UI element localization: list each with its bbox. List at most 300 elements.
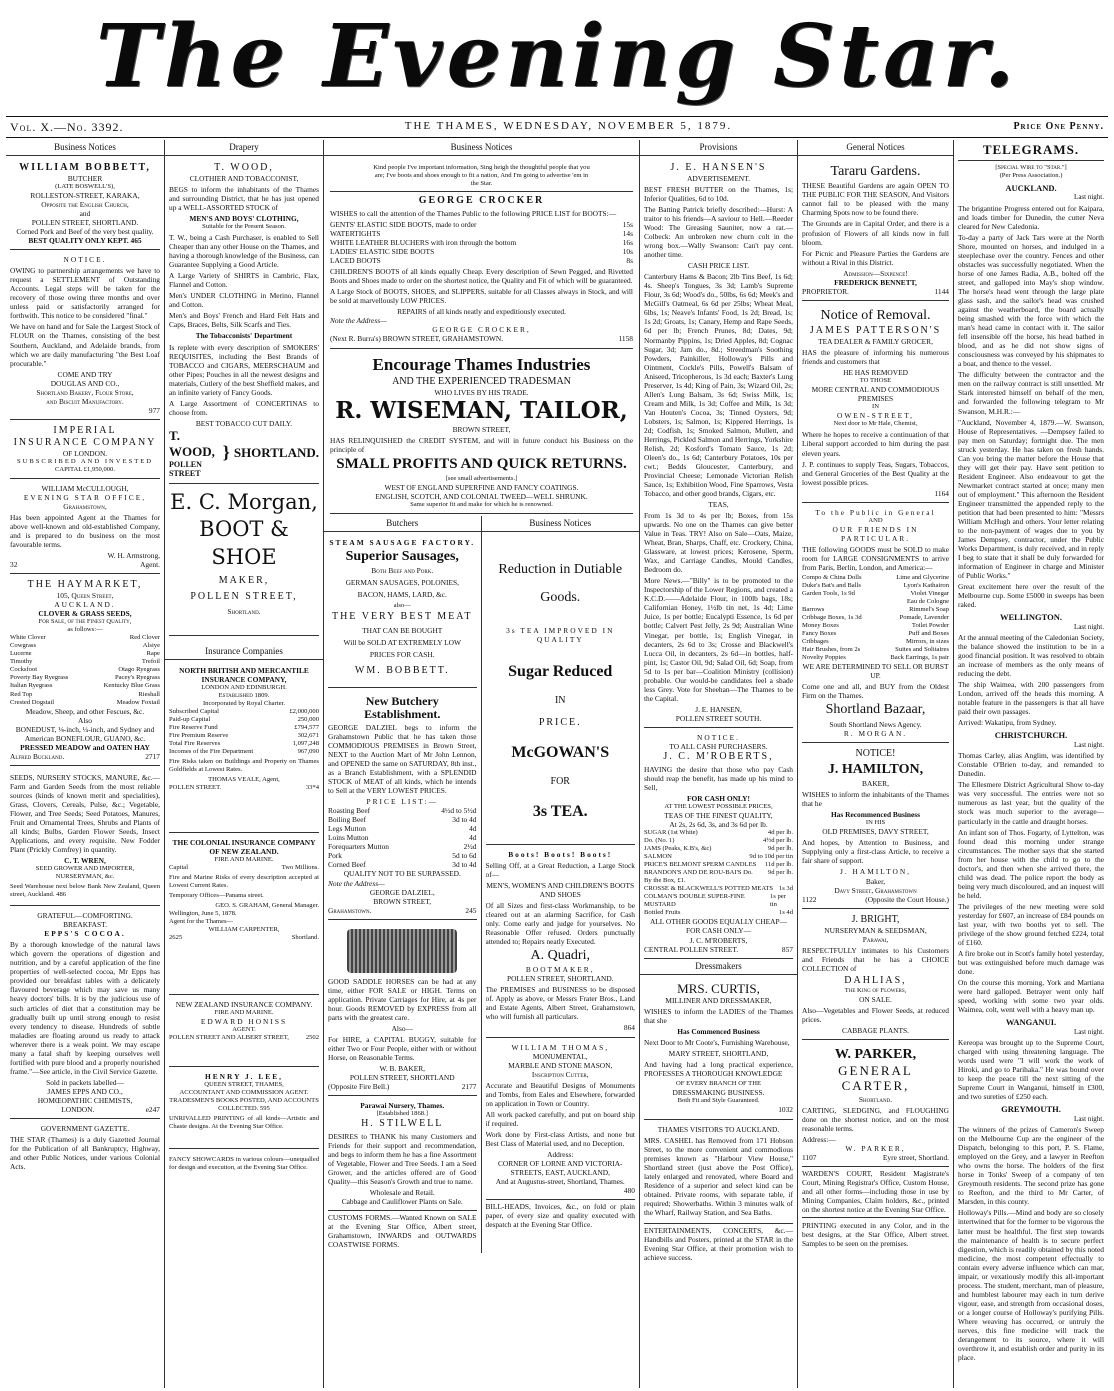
ad-wardens: WARDEN'S COURT, Resident Magistrate's Court, Mining Registrar's Office, Custom House, and all other forms—including those in use by Mining Companies, Claim holders, &c., printed on the shortest notice at the Evening Star Office. — [802, 1169, 949, 1215]
ad-line: (LATE BOSWELL'S), — [55, 183, 115, 190]
list-row — [10, 674, 160, 682]
telegram-list — [958, 183, 1104, 1207]
ad-printing: PRINTING executed in any Color, and in the best designs, at the Star Office, Albert street. Samples to be seen on the premises. — [802, 1221, 949, 1249]
list-cell: Suites and Solitaires — [895, 646, 949, 654]
ad-line: FREDERICK BENNETT, — [834, 277, 917, 287]
ad-body: RESPECTFULLY intimates to his Customers and Friends that he has a CHOICE COLLECTION of — [802, 945, 949, 973]
telegram-place: CHRISTCHURCH. — [994, 730, 1068, 741]
ad-curtis — [644, 978, 793, 1120]
ad-body: Of all Sizes and first-class Workmanship, to be cleared out at an alarming Sacrifice, for Cash only. Come early and judge for yourselves. No Reasonable Offer refused. Orders punctually attended to; Repairs neatly Executed. — [485, 900, 635, 946]
ad-line: BROWN STREET, — [373, 896, 432, 906]
list-cell: 8s — [626, 256, 633, 266]
ad-title: THAMES VISITORS TO AUCKLAND. — [657, 1124, 780, 1134]
list-row — [330, 229, 633, 238]
ad-line: J. C. M'ROBERTS, — [663, 750, 774, 762]
ad-number: 2177 — [461, 1081, 477, 1091]
ad-body: WISHES to inform the inhabitants of the Thames that he — [802, 790, 949, 809]
ad-line: Davy Street, Grahamstown — [834, 885, 917, 895]
ad-line: Shortland Bakery, Flour Store, — [36, 387, 134, 397]
list-cell: Italian Ryegrass — [10, 682, 53, 690]
ad-line: Baker, — [865, 876, 886, 886]
ad-line: BOOT & SHOE — [199, 517, 289, 569]
ad-mcgowan — [486, 535, 636, 845]
list-cell: Cocksfoot — [10, 666, 38, 674]
ad-line: Goods. — [540, 589, 581, 605]
list-row — [802, 638, 949, 646]
ad-line: Shortland. — [227, 606, 261, 616]
ad-line: Grahamstown, — [63, 501, 107, 511]
list-cell: Barrows — [802, 606, 825, 613]
telegram-place: GREYMOUTH. — [1001, 1104, 1061, 1115]
ad-number: 1164 — [934, 488, 949, 498]
column-5 — [798, 140, 954, 1388]
ad-line: AND THE EXPERIENCED TRADESMAN — [392, 376, 571, 388]
list-cell: 9d to 10d per tin — [749, 853, 793, 861]
column-3a — [324, 516, 482, 1253]
ad-body: Come one and all, and BUY from the Oldest Firm on the Thames. — [802, 682, 949, 701]
column-3 — [324, 140, 640, 1388]
ad-body: More News.—"Billy" is to be promoted to the Inspectorship of the Lower Regions, and created a K.C.D.——Adelaide Flour, in 100lb bags, 18s; Californian Honey, 1½lb tin net, 1s 4d; Lime Juice, 1s per bottle; Eucalypti Essence, 1s 6d per bottle; Calvert Pest Jelly, 2s 9d; Australian Wine Vinegar, per bottle, 1s; English Vinegar, in decanters, 2s 6d to 3s; Crosse and Blackwell's Lucca Oil, in decanters, 2s 6d—in bottles, half-pint, 1s; Castor Oil, 9d; Salad Oil, 6d; Soap, from 5d to 1s per bar—Coalition Ministry (collision) probable. Our would-be candidates feel a shade less Grey. Vote for Sheehan—The Thames to be the Capital. — [644, 576, 793, 703]
ad-line: McGOWAN'S — [511, 744, 610, 762]
ad-title: W. PARKER, — [834, 1046, 917, 1062]
ad-title: To the Public in General — [815, 507, 936, 517]
ad-line: Parawai, — [862, 934, 889, 944]
ad-line: Corned Pork and Beef of the very best quality. — [16, 227, 154, 237]
list-row — [328, 851, 477, 860]
ad-line: TO ALL CASH PURCHASERS. — [669, 741, 768, 751]
telegram-paragraph: To-day a party of Jack Tars were at the North Shore, mounted on horses, and indulged in a steeplechase over the country. Fences and other obstacles was successfully negotiated. When the horse of one James Radia, A.B., bolted off the street, and galloped into May's shop window. The horse's head went through the large plate glass sash, and the sailor's head was crushed against the weatherboard, the board actually being smashed with the force with which the man's head came in contact with it. The sailor fell insensible off the horse, his head bathed in blood, and as he did not show signs of consciousness was conveyed by his shipmates to a boat, and thence to the vessel. — [958, 232, 1104, 369]
ad-line: LONDON. — [61, 1104, 95, 1114]
list-cell: 2½d — [463, 842, 477, 852]
list-cell: Violet Vinegar — [910, 589, 949, 597]
column-4 — [640, 140, 798, 1388]
ad-line: IN — [554, 695, 566, 707]
telegram-paragraph: The ship Waimea, with 200 passengers from London, arrived off the heads this morning. A notable feature in the passengers is that all have paid their own passages. — [958, 680, 1104, 717]
list-row — [328, 824, 477, 833]
ad-gazette — [10, 1121, 160, 1177]
ad-body: CHILDREN'S BOOTS of all kinds equally Cheap. Every description of Sewn Pegged, and Rivetted Boots and Shoes made to order on the shortest notice, the Quality and Fit of which will be guaranteed. — [330, 267, 633, 286]
ad-line: THE VERY BEST MEAT — [331, 610, 473, 622]
list-cell: GENTS' ELASTIC SIDE BOOTS, made to order — [330, 220, 477, 230]
ad-line: MILLINER AND DRESSMAKER, — [665, 996, 772, 1006]
ad-mccullough — [10, 481, 160, 574]
list-row — [10, 666, 160, 674]
ad-body: THE following GOODS must be SOLD to make room for LARGE CONSIGNMENTS to arrive from Paris, Berlin, London, and America:— — [802, 544, 949, 572]
ad-line: BACON, HAMS, LARD, &c. — [357, 590, 447, 600]
ad-number: 1158 — [618, 334, 633, 344]
ad-wren — [10, 768, 160, 906]
ad-line: AUCKLAND. — [54, 600, 116, 610]
ad-line: NURSERYMAN & SEEDSMAN, — [824, 925, 927, 935]
list-cell: Timothy — [10, 658, 33, 666]
ad-title: Notice of Removal. — [820, 307, 931, 323]
list-cell: Fancy Boxes — [802, 630, 837, 638]
ad-number: 480 — [623, 1185, 635, 1195]
ad-line: INSURANCE COMPANY — [13, 436, 157, 448]
ad-line: MORE CENTRAL AND COMMODIOUS PREMISES — [811, 385, 940, 404]
ad-line: J. E. HANSEN, — [695, 704, 742, 714]
list-row — [10, 691, 160, 699]
ad-quadri — [486, 847, 636, 1038]
section-header: Business Notices — [6, 142, 164, 156]
ad-title: THE HAYMARKET, — [27, 579, 143, 591]
ad-body: GOOD SADDLE HORSES can be had at any time, either FOR SALE or HIGH. Terms on application. Private Carriages for Hire, at 4s per hour. Goods REMOVED by EXPRESS from all parts with the greatest care. — [328, 976, 477, 1022]
ad-line: The Tobacconists' Department — [195, 331, 293, 341]
ad-crocker — [330, 159, 633, 349]
list-cell: Duke's Bat's and Balls — [802, 581, 861, 589]
ad-line: EVENING STAR OFFICE, — [23, 492, 147, 502]
ad-body: For Picnic and Pleasure Parties the Gardens are without a Rival in this District. — [802, 248, 949, 267]
list-cell: Otago Ryegrass — [118, 666, 160, 674]
list-row — [644, 845, 793, 853]
ad-body: A Large Stock of BOOTS, SHOES, and SLIPPERS, suitable for all Classes always in Stock, and will be sold at marvellously LOW PRICES. — [330, 287, 633, 306]
ad-title: Encourage Thames Industries — [372, 354, 591, 374]
ad-body: T. W., being a Cash Purchaser, is enabled to Sell Cheaper than any other House on the Thames, and having a thorough knowledge of the Business, can Guarantee Supplying a Good Article. — [169, 233, 319, 270]
telegram-time: Last night. — [1074, 622, 1104, 631]
list-cell: Boiling Beef — [328, 815, 366, 825]
list-cell: 1s 3d — [778, 885, 793, 893]
ad-line: OF LONDON. — [62, 448, 108, 458]
ad-body: A Large Variety of SHIRTS in Cambric, Flax, Flannel and Cotton. — [169, 271, 319, 290]
ad-body: BEGS to inform the inhabitants of the Thames and surrounding District, that he has just opened up a WELL-ASSORTED STOCK of — [169, 185, 319, 213]
ad-title: IMPERIAL — [53, 424, 117, 436]
ad-body: Work done by First-class Artists, and none but Best Class of Material used, and no Deception. — [485, 1129, 635, 1148]
ad-line: 3s TEA. — [532, 803, 588, 821]
ad-body: For HIRE, a CAPITAL BUGGY, suitable for either Two or Four People, either with or without Horse, on Reasonable Terms. — [328, 1034, 477, 1062]
ad-body: The Batting Patrick briefly described:—Hurst: A traitor to his friends—A saviour to Hell.—Reeder Wood: The Greasing Sauniter, now a rat.—Colbeck: An unbroken new churn colt in the wrong box.—Wally Swanson: Can't pay cent. another time. — [644, 205, 793, 260]
telegram-time: Last night. — [1074, 1114, 1104, 1123]
ad-line: MARBLE AND STONE MASON, — [508, 1060, 613, 1070]
ad-line: PRICES FOR CASH. — [369, 649, 435, 659]
list-cell: Loins Mutton — [328, 833, 369, 843]
list-cell: Mirrors, in sizes — [905, 638, 949, 646]
ad-line: IN HIS — [865, 819, 886, 827]
telegram-place: AUCKLAND. — [1005, 182, 1057, 193]
ad-line: TEA DEALER & FAMILY GROCER, — [818, 337, 933, 347]
telegram-paragraph: Kereopa was brought up to the Supreme Court, charged with using threatening language. The words used were "I will work the work of Hiroki, and go to Parihaka." He was bound over to keep the peace till the next sitting of the Supreme Court in Wanganui, himself in £300, and two sureties of £250 each. — [958, 1038, 1104, 1102]
list-row — [802, 622, 949, 630]
ad-hamilton — [802, 745, 949, 909]
ad-line: DRESSMAKING BUSINESS. — [672, 1088, 765, 1098]
column-6 — [954, 140, 1108, 1388]
ad-title: WILLIAM McCULLOUGH, — [41, 483, 129, 493]
list-row — [802, 574, 949, 582]
telegram-paragraph: A fire broke out in Scott's family hotel yesterday, but was extinguished before much damage was done. — [958, 948, 1104, 976]
ad-haymarket — [10, 576, 160, 766]
ad-line: Wholesale and Retail. — [369, 1188, 435, 1198]
list-cell: WHITE LEATHER BLUCHERS with iron through the bottom — [330, 238, 517, 248]
ad-line: BROWN STREET, — [452, 425, 511, 435]
ad-body: THE STAR (Thames) is a duly Gazetted Journal for the Publication of all Bankruptcy, Highway, and other Public Notices, under various Colonial Acts. — [10, 1134, 160, 1171]
ad-sausage — [328, 535, 477, 688]
ad-line: ON SALE. — [859, 994, 892, 1004]
ad-line: BOOTMAKER, — [525, 965, 595, 975]
list-cell: Compo & China Dolls — [802, 573, 862, 581]
ad-line: HE HAS REMOVED — [843, 368, 908, 378]
ad-line: BEST QUALITY ONLY KEPT. 465 — [28, 236, 142, 246]
ad-body: Also—Vegetables and Flower Seeds, at reduced prices. — [802, 1005, 949, 1024]
list-cell: Toilet Powder — [911, 622, 949, 630]
ad-body: Next Door to Mr Coote's, Furnishing Warehouse, — [644, 1038, 790, 1048]
ad-line: JAMES EPPS AND CO., — [47, 1086, 123, 1096]
ad-line: [Established 1868.] — [376, 1110, 428, 1118]
ad-line: OLD PREMISES, DAVY STREET, — [822, 827, 929, 837]
list-cell: 3d to 4d — [452, 815, 477, 825]
ad-line: Seed Warehouse next below Bank New Zealand, Queen street, Auckland. 486 — [10, 883, 160, 899]
ad-body: And hopes, by Attention to Business, and Supplying only a first-class Article, to receive a fair share of support. — [802, 838, 949, 866]
ad-line: CABBAGE PLANTS. — [842, 1025, 909, 1035]
list-cell: Cribbage Boxes, 1s 3d — [802, 614, 862, 622]
list-cell: 5d to 6d — [452, 851, 477, 861]
ad-line: R. MORGAN. — [843, 728, 908, 738]
ad-line: WE ARE DETERMINED TO SELL OR BURST UP. — [802, 662, 949, 681]
ad-body: HAS RELINQUISHED the CREDIT SYSTEM, and will in future conduct his Business on the principle of — [330, 436, 633, 455]
list-cell: Lime and Glycerine — [896, 573, 949, 581]
ad-line: JAMES PATTERSON'S — [809, 325, 942, 337]
special-wire: [Special Wire to "Star."] — [995, 163, 1067, 171]
goods-list — [802, 574, 949, 662]
list-cell: Alsiye — [142, 642, 160, 650]
list-cell: Trefoil — [141, 658, 160, 666]
ad-line: 3s TEA IMPROVED IN QUALITY — [506, 625, 615, 644]
list-row — [328, 806, 477, 815]
ad-tararu — [802, 159, 949, 301]
ad-line: For Sale, of the Finest Quality, — [38, 618, 132, 626]
ad-dalziel — [328, 690, 477, 920]
ad-title: NOTICE. — [63, 255, 107, 265]
list-row — [10, 642, 160, 650]
ad-line: CORNER OF LORNE AND VICTORIA-STREETS, EAST, AUCKLAND, — [497, 1158, 623, 1177]
ad-line: Meadow, Sheep, and other Fescues, &c. — [25, 706, 145, 716]
telegram-paragraph: The winners of the prizes of Cameron's Sweep on the Melbourne Cup are the engineer of the Dispatch, belonging to this port, P. S. Flame, employed on the Grey, and a lawyer in Reefton who owns the horse. The holders of the first horse in Tonks' Sweep of a company of ten Greymouth residents. The second prize has gone to Reefton, and the third to Mr Carter, of Marsden, in this county. — [958, 1125, 1104, 1207]
ad-customs: CUSTOMS FORMS.—Wanted Known on SALE at the Evening Star Office, Albert street, Grahamstown, INWARDS and OUTWARDS COASTWISE FORMS. — [328, 1213, 477, 1250]
list-cell: Cowgrass — [10, 642, 37, 650]
list-cell: Do. (No. 1) — [644, 837, 675, 845]
ad-line: (Opposite the Court House.) — [865, 894, 949, 904]
ad-line: Suitable for the Present Season. — [202, 223, 286, 231]
ad-line: MAKER, — [218, 574, 270, 586]
ad-line: And at Augustus-street, Shortland, Thames. — [495, 1176, 625, 1186]
list-row — [328, 860, 477, 869]
ad-line: OUR FRIENDS IN PARTICULAR. — [832, 524, 919, 543]
list-cell: Pacey's Ryegrass — [114, 674, 160, 682]
list-row — [644, 885, 793, 893]
list-row — [644, 893, 793, 909]
ad-title: E. C. Morgan, — [170, 490, 318, 514]
list-row — [802, 614, 949, 622]
list-cell: 16s — [622, 238, 633, 248]
list-row — [802, 630, 949, 638]
ad-line: A. Quadri, — [530, 947, 590, 963]
ad-line: SEED GROWER AND IMPORTER, — [35, 865, 135, 873]
ad-line: and — [79, 209, 91, 219]
ad-wood — [169, 159, 319, 484]
price: Price One Penny. — [1013, 120, 1104, 132]
ad-line: FOR — [550, 776, 570, 788]
ad-line: Address:— — [802, 1135, 836, 1145]
ad-line: Superior Sausages, — [345, 548, 459, 564]
ad-line: HOMŒOPATHIC CHEMISTS, — [37, 1095, 133, 1105]
list-cell: Rape — [146, 650, 160, 658]
ad-line: POLLEN STREET, SHORTLAND. — [506, 974, 614, 984]
ad-body: WISHES to call the attention of the Thames Public to the following PRICE LIST for BOOTS:— — [330, 209, 617, 219]
ad-body: THESE Beautiful Gardens are again OPEN TO THE PUBLIC FOR THE SEASON, And Visitors cannot fail to be pleased with the many Charming Spots now to be found there. — [802, 181, 949, 218]
ad-line: GENERAL CARTER, — [838, 1063, 913, 1093]
ad-douglas — [10, 252, 160, 420]
ad-body: CARTING, SLEDGING, and FLOUGHING done on the shortest notice, and on the most reasonable terms. — [802, 1105, 949, 1133]
ad-line: CLOTHIER AND TOBACCONIST, — [189, 173, 299, 183]
ad-body: Men's and Boys' French and Hard Felt Hats and Caps, Braces, Belts, Silk Scarfs and Ties. — [169, 311, 319, 330]
list-cell: Cribbages — [802, 638, 829, 646]
ad-line: CENTRAL POLLEN STREET. — [644, 944, 739, 954]
ad-title: WILLIAM THOMAS, — [511, 1042, 610, 1052]
ad-line: BUTCHER — [67, 173, 103, 183]
ad-line: SMALL PROFITS AND QUICK RETURNS. — [336, 456, 627, 473]
list-cell: 1s 4d — [778, 909, 793, 917]
ad-bright — [802, 911, 949, 1040]
ad-number: 1122 — [802, 894, 817, 904]
ad-line: (Next R. Burra's) BROWN STREET, GRAHAMSTOWN. — [330, 334, 504, 344]
ad-title: STEAM SAUSAGE FACTORY. — [329, 537, 476, 547]
ad-body: Canterbury Hams & Bacon; 2lb Tins Beef, 1s 6d; 4s. Sheep's Tongues, 3s 3d; Lamb's Supreme Flour, 3s 6d; Wood's do., 50lbs, 6s 6d; Meek's and McGill's Oatmeal, 6s 6d per 25lbs; Wheat Meal, 6lbs, 1s; Neave's Infants' Food, 1s 2d; Bread, 1s; 1s 2d; Groats, 1s; Canary, Hemp and Rape Seeds, 6d per lb; French Prunes, 8d; Dates, 9d; Normanby Pippins, 1s; Dried Apples, 8d; Cognac Sugar, 3d; Jam do., 8d.; Streedman's Soothing Powders, Painkiller, Holloway's Pills and Ointment, Cockle's Pills, Powell's Balsam of Aniseed, Tricopherous, 1s 3d each; Baxter's Lung Preserver, 1s 4d; King of Pain, 3s; Wizard Oil, 2s; Allen's Lung Balsam, 3s 6d; Swiss Milk, 1s; Cream and Milk, 1s 3d; Coffee and Milk, 1s 3d; Van Houten's Cocoa, 3s; Tinned Oysters, 9d; Lobsters, 1s; Salmon, 1s; Kippered Herrings, 1s 2d; Codfish, 1s; Smoked Salmon, Mullett, and Herrings, Pickled Salmon and Herrings, Yorkshire Relish, 2d; Kosford's Tomato Sauce, 1s 2d; Oleen's do., 1s 6d; Canterbury Potatoes, 10s per cwt.; Bedds Gloucester, Canterbury, and Provincial Cheese; Lemonade Victorian Relish Sauce, 1s; Exhibition Wood, Fine Sparrows, Vesta Tobacco, and other good brands, Cigars, etc. — [644, 272, 793, 499]
section-header: Butchers — [324, 518, 481, 532]
ad-title: NOTICE! — [855, 747, 896, 759]
ad-line: WEST OF ENGLAND SUPERFINE AND FANCY COATINGS. — [384, 482, 579, 492]
ad-line: J. HAMILTON, — [827, 761, 924, 777]
ad-line: SHORTLAND. — [233, 445, 319, 461]
list-cell: Bottled Fruits — [644, 909, 681, 917]
list-cell: BRANDON'S AND DE ROU-BAI'S Do. — [644, 869, 753, 877]
list-row — [10, 634, 160, 642]
ad-line: and Biscuit Manufactory. — [46, 396, 124, 406]
ad-body: The PREMISES and BUSINESS to be disposed of. Apply as above, or Messrs Frater Bros., Land and Estate Agents, Albert Street, Grahamstown, who will furnish all particulars. — [485, 985, 635, 1022]
section-header: Provisions — [640, 142, 797, 156]
ad-line: BAKER, — [862, 779, 889, 789]
ad-line: MEN'S AND BOYS' CLOTHING, — [189, 214, 299, 224]
list-row — [802, 590, 949, 598]
telegram-paragraph: The brigantine Progress entered out for Kaipara, and loads timber for Dunedin, the cutter Neva cleared for New Caledonia. — [958, 203, 1104, 231]
list-row — [802, 582, 949, 590]
ad-title: C. T. WREN, — [64, 856, 106, 866]
list-cell: Novelty Poppies — [802, 654, 846, 662]
ad-parker — [802, 1042, 949, 1167]
ad-body: HAVING the desire that those who pay Cash should reap the benefit, has made up his mind to Sell, — [644, 764, 793, 792]
list-row — [328, 842, 477, 851]
list-cell: SUGAR (1st White) — [644, 829, 698, 837]
list-cell: Kentucky Blue Grass — [103, 682, 160, 690]
ad-line: THAT CAN BE BOUGHT — [362, 625, 443, 635]
section-header: Business Notices — [482, 518, 640, 532]
section-header: General Notices — [798, 142, 953, 156]
ad-line: AND — [868, 516, 883, 524]
ad-number: 977 — [148, 405, 160, 415]
ad-morgan-bazaar — [802, 505, 949, 743]
list-cell: 3d to 4d — [452, 860, 477, 870]
list-row — [802, 598, 949, 606]
ad-line: Both Fit and Style Guaranteed. — [677, 1097, 760, 1105]
ad-verse: Kind people I've important information, Sing heigh the thoughtful people that you are; I've boots and shoes enough to fit a nation, And I'm going to advertise 'em in the Star. — [373, 163, 590, 188]
list-cell: Corned Beef — [328, 860, 366, 870]
ad-line: Same superior fit and make for which he is renowned. — [410, 500, 553, 508]
ad-line: GERMAN SAUSAGES, POLONIES, — [345, 578, 459, 588]
ad-body: DESIRES to THANK his many Customers and Friends for their support and recommendation, and begs to inform them he has a fine Assortment of Vegetable, Flower and Tree Seeds. I am a Seed Grower, and the articles offered are of Good Quality—this Season's Growth and true to name. — [328, 1132, 477, 1187]
ad-imperial — [10, 422, 160, 479]
ad-line: 105, Queen Street, — [56, 591, 114, 601]
ad-line: ADVERTISEMENT. — [687, 173, 750, 183]
list-cell: Rimmel's Soap — [909, 606, 949, 613]
ad-wiseman — [330, 351, 633, 514]
telegram-paragraph: Thomas Carley, alias Anglim, was identified by Constable O'Brien to-day, and remanded to Dunedin. — [958, 751, 1104, 779]
ad-line: Both Beef and Pork. — [371, 566, 434, 576]
ad-line: Cabbage and Cauliflower Plants on Sale. — [341, 1197, 463, 1207]
ad-line: [see small advertisements.] — [445, 474, 518, 482]
list-cell: 4d per lb. — [767, 829, 793, 837]
issue-date: THE THAMES, WEDNESDAY, NOVEMBER 5, 1879. — [404, 120, 733, 133]
list-cell: 9d per lb. — [767, 845, 793, 853]
ad-body: A Large Assortment of CONCERTINAS to choose from. — [169, 398, 319, 417]
ad-line: QUALITY NOT TO BE SURPASSED. — [343, 869, 461, 879]
ad-line: GEORGE DALZIEL, — [369, 887, 435, 897]
list-cell: SALMON — [644, 853, 672, 861]
ad-body: SEEDS, NURSERY STOCKS, MANURE, &c.—Farm and Garden Seeds from the most reliable sources (kinds of known merit and specialities), Grass, Clovers, Cereals, Pulse, &c.; Vegetable, Flower, and Tree Seeds; Seed Potatoes, Manures, Fruit and Ornamental Trees, Shrubs and Plants of all kinds; Bulbs, Garden Flower Seeds, Insect Applications, and every requisite. New Fodder Plant (Prickly Comfrey) in quantity. — [10, 772, 160, 854]
list-cell: 4½d to 5½d — [441, 806, 477, 816]
list-cell: Legs Mutton — [328, 824, 366, 834]
list-cell: Back Earrings, 1s pair — [890, 654, 949, 662]
ad-title: New Butchery Establishment. — [364, 693, 441, 721]
telegram-time: Last night. — [1074, 1027, 1104, 1036]
signature: T. WOOD, POLLEN STREET } SHORTLAND. — [169, 427, 319, 479]
ad-line: Shortland Bazaar, — [825, 702, 926, 718]
ad-line: PRESSED MEADOW and OATEN HAY — [20, 742, 150, 752]
ad-line: The King of Flowers, — [844, 986, 907, 994]
list-row — [10, 650, 160, 658]
list-cell: Puff and Boxes — [908, 630, 949, 638]
list-row — [802, 654, 949, 662]
ad-number: e247 — [145, 1104, 160, 1114]
ad-baker — [328, 922, 477, 1096]
ad-line: MONUMENTAL, — [532, 1051, 588, 1061]
ad-title: J. BRIGHT, — [851, 913, 900, 925]
ad-body: J. P. continues to supply Teas, Sugars, Tobaccos, and General Groceries of the Best Quality at the lowest possible prices. — [802, 459, 949, 487]
telegram-paragraph: An infant son of Thos. Fogarty, of Lyttelton, was found dead this morning under strange circumstances. The mother says that she started from her house with the child to go to the doctor's, and then when she arrived there, the child was dead. The police report the body as being very much discoloured, and an inquest will be held. — [958, 827, 1104, 900]
list-cell: Lyon's Kathairon — [903, 581, 949, 589]
ad-line: Next door to Mr Hale, Chemist, — [833, 420, 918, 428]
ad-line: Shortland. — [858, 1094, 893, 1104]
list-cell: Crested Dogstail — [10, 698, 55, 706]
ad-morgan — [169, 486, 319, 636]
ad-line: ENGLISH, SCOTCH, AND COLONIAL TWEED—WELL SHRUNK. — [375, 491, 588, 501]
list-cell: 9d per lb. — [767, 869, 793, 877]
list-row — [10, 699, 160, 707]
list-cell: COLMAN'S DOUBLE SUPER-FINE MUSTARD — [644, 893, 745, 909]
ad-line: ROLLESTON-STREET, KARAKA, — [30, 191, 140, 201]
price-list — [330, 220, 633, 265]
ad-body: BEST FRESH BUTTER on the Thames, 1s; Inferior Qualities, 6d to 10d. — [644, 185, 793, 204]
list-cell: Eau de Cologne — [906, 597, 949, 605]
ad-title: J. E. HANSEN'S — [670, 161, 767, 173]
list-row — [644, 853, 793, 861]
ad-title: WILLIAM BOBBETT, — [19, 161, 151, 173]
ad-line: Sugar Reduced — [508, 663, 613, 681]
list-cell: 4½d per lb. — [762, 837, 793, 845]
ad-colonial: THE COLONIAL INSURANCE COMPANY OF NEW ZEALAND. FIRE AND MARINE. Capital Two Millions. Fire and Marine Risks of every description accepted at Lowest Current Rates. Temporary Offices—Panama street. GEO. S. GRAHAM, General Manager. Wellington, June 5, 1878. Agent for the Thames— WILLIAM CARPENTER, 2625 Shortland. — [169, 835, 319, 995]
ad-body: Has been appointed Agent at the Thames for above well-known and old-established Company, and is prepared to do business on the most favourable terms. — [10, 512, 160, 550]
ad-title: GOVERNMENT GAZETTE. — [40, 1123, 130, 1133]
ad-line: NURSERYMAN, &c. — [55, 873, 115, 881]
ad-line: MARY STREET, SHORTLAND, — [668, 1049, 769, 1059]
ad-number: 857 — [781, 944, 793, 954]
ad-body: By a thorough knowledge of the natural laws which govern the operations of digestion and nutrition, and by a careful application of the fine properties of well-selected cocoa, Mr Epps has provided our breakfast tables with a delicately flavoured beverage which may save us many heavy doctors' bills. It is by the judicious use of such articles of diet that a constitution may be gradually built up until strong enough to resist every tendency to disease. Hundreds of subtle maladies are floating around us ready to attack wherever there is a weak point. We may escape many a fatal shaft by keeping ourselves well fortified with pure blood and a properly nourished frame."—See article, in the Civil Service Gazette. — [10, 940, 160, 1076]
